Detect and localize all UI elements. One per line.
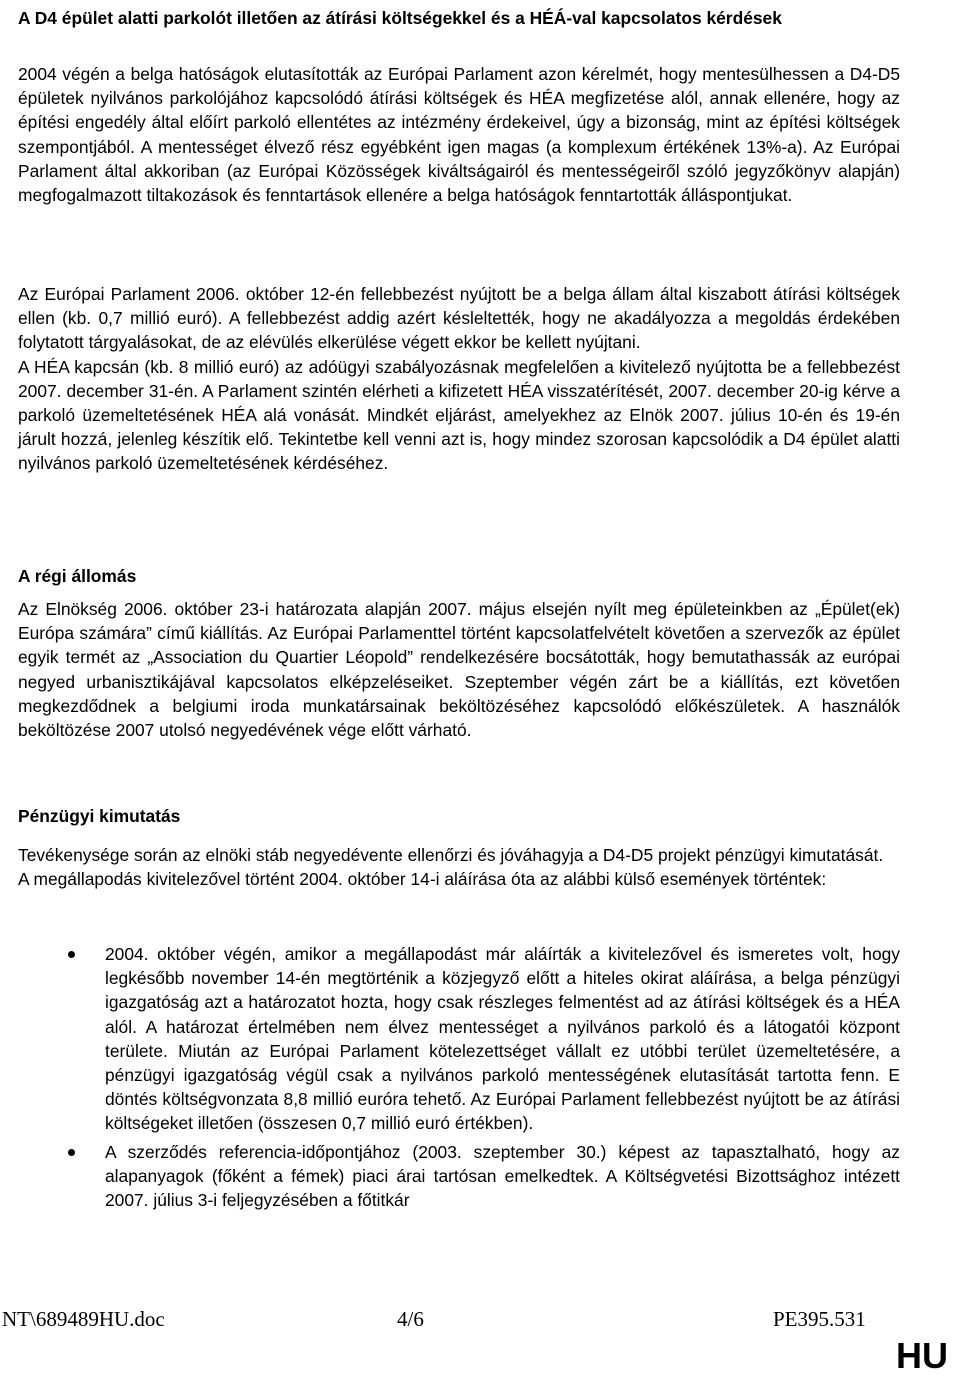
paragraph-1: 2004 végén a belga hatóságok elutasították az Európai Parlament azon kérelmét, hogy mentesülhessen a D4-D5 épületek nyilvános parkolójához kapcsolódó átírási költségek és HÉA megfizetése alól, annak ellenére, hogy az építési engedély által előírt parkoló ellentétes az intézmény érdekeivel, úgy a bizonság, mint az építési költségek szempontjából. A mentességet élvező rész egyébként igen magas (a komplexum értékének 13%-a). Az Európai Parlament által akkoriban (az Európai Közösségek kiváltságairól és mentességeiről szóló jegyzőkönyv alapján) megfogalmazott tiltakozások és fenntartások ellenére a belga hatóságok fenntartották álláspontjukat. <box>18 64 900 206</box>
paragraph-2b: A HÉA kapcsán (kb. 8 millió euró) az adóügyi szabályozásnak megfelelően a kivitelező nyújtotta be a fellebbezést 2007. december 31-én. A Parlament szintén elérheti a kifizetett HÉA visszatérítését, 2007. december 20-ig kérve a parkoló üzemeltetésének HÉA alá vonását. Mindkét eljárást, amelyekhez az Elnök 2007. július 10-én és 19-én járult hozzá, jelenleg készítik elő. Tekintetbe kell venni azt is, hogy mindez szorosan kapcsolódik a D4 épület alatti nyilvános parkoló üzemeltetésének kérdéséhez. <box>18 356 900 474</box>
bullet-list <box>18 942 900 1216</box>
paragraph-group-2 <box>18 282 900 476</box>
footer-filename: NT\689489HU.doc <box>2 1307 165 1331</box>
paragraph-2a: Az Európai Parlament 2006. október 12-én fellebbezést nyújtott be a belga állam által kiszabott átírási költségek ellen (kb. 0,7 millió euró). A fellebbezést addig azért késleltették, hogy ne akadályozza a megoldás érdekében folytatott tárgyalásokat, de az elévülés elkerülése végett ekkor be kellett nyújtani. <box>18 284 900 353</box>
paragraph-3: Az Elnökség 2006. október 23-i határozata alapján 2007. május elsején nyílt meg épületeinkben az „Épület(ek) Európa számára” című kiállítás. Az Európai Parlamenttel történt kapcsolatfelvételt követően a szervezők az épület egyik termét az „Association du Quartier Léopold” rendelkezésére bocsátották, hogy bemutathassák az európai negyed urbanisztikájával kapcsolatos elképzeléseiket. Szeptember végén zárt be a kiállítás, ezt követően megkezdődnek a belgiumi iroda munkatársainak beköltözéséhez kapcsolódó előkészületek. A használók beköltözése 2007 utolsó negyedévének vége előtt várható. <box>18 599 900 741</box>
list-item-text: A szerződés referencia-időpontjához (2003. szeptember 30.) képest az tapasztalható, hogy az alapanyagok (főként a fémek) piaci árai tartósan emelkedtek. A Költségvetési Bizottsághoz intézett 2007. július 3-i feljegyzésében a főtitkár <box>105 1141 900 1211</box>
section-title: A D4 épület alatti parkolót illetően az átírási költségekkel és a HÉÁ-val kapcsolatos kérdések <box>18 8 782 28</box>
section-heading-old-station: A régi állomás <box>18 566 137 586</box>
list-item <box>18 942 900 1136</box>
footer-page-number: 4/6 <box>397 1307 424 1331</box>
paragraph-4b: A megállapodás kivitelezővel történt 2004. október 14-i aláírása óta az alábbi külső események történtek: <box>18 869 827 890</box>
footer-reference: PE395.531 <box>773 1307 866 1331</box>
language-code: HU <box>896 1335 948 1376</box>
paragraph-group-4 <box>18 843 900 891</box>
list-item <box>18 1140 900 1213</box>
list-item-text: 2004. október végén, amikor a megállapodást már aláírták a kivitelezővel és ismeretes volt, hogy legkésőbb november 14-én megtörténik a közjegyző előtt a hiteles okirat aláírása, a belga pénzügyi igazgatóság azt a határozatot hozta, hogy csak részleges felmentést ad az átírási költségek és a HÉA alól. A határozat értelmében nem élvez mentességet a nyilvános parkoló és a látogatói központ területe. Miután az Európai Parlament kötelezettséget vállalt ez utóbbi terület üzemeltetésére, a pénzügyi igazgatóság végül csak a nyilvános parkoló mentességének elutasítását tartotta fenn. E döntés költségvonzata 8,8 millió euróra tehető. Az Európai Parlament fellebbezést nyújtott be az átírási költségeket illetően (összesen 0,7 millió euró értékben). <box>105 944 900 1134</box>
section-heading-financial: Pénzügyi kimutatás <box>18 806 181 826</box>
paragraph-4a: Tevékenysége során az elnöki stáb negyedévente ellenőrzi és jóváhagyja a D4-D5 projekt pénzügyi kimutatását. <box>18 845 884 865</box>
bullet-icon <box>68 951 75 958</box>
bullet-icon <box>68 1149 75 1156</box>
